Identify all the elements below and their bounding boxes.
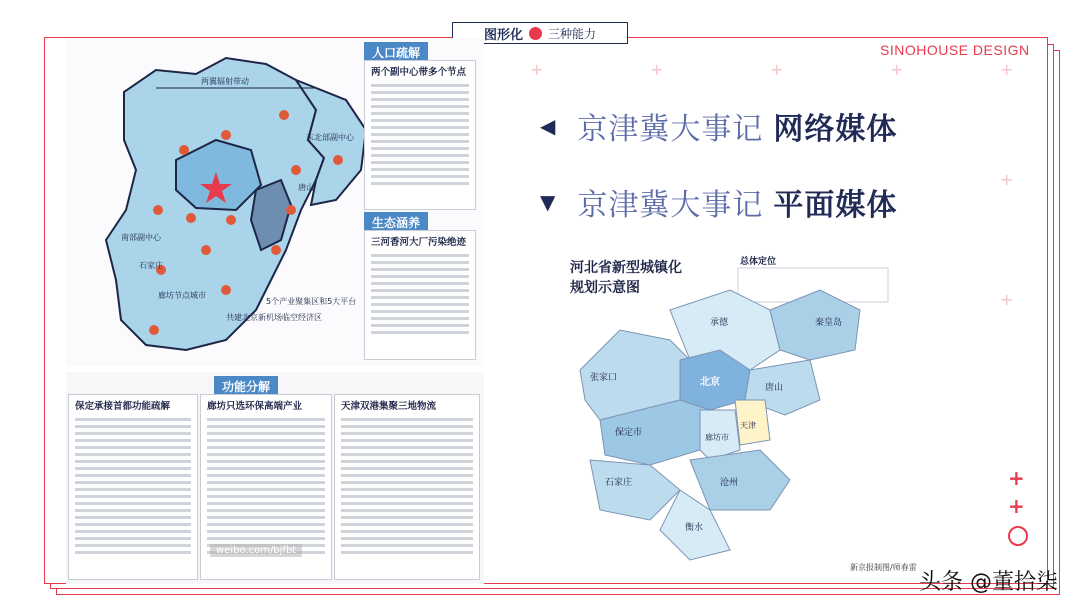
city-cangzhou: 沧州 [720, 478, 739, 488]
article-text-lines [341, 418, 473, 554]
brand-name: SINOHOUSE DESIGN [880, 42, 1030, 58]
city-baoding: 保定市 [615, 428, 643, 438]
article-title-baoding: 保定承接首都功能疏解 [75, 401, 171, 412]
article-column-baoding [68, 394, 198, 580]
city-tangshan: 唐山 [765, 383, 784, 393]
map-label-top-band: 两翼辐射带动 [201, 77, 249, 86]
side-box-title-ecology: 三河香河大厂污染绝迹 [371, 237, 467, 248]
footer-logo: 头条 @董拾柒 [919, 570, 1058, 595]
article-text-lines [207, 418, 325, 554]
city-tianjin: 天津 [740, 421, 756, 430]
title-print-prefix: 京津冀大事记 [577, 188, 764, 223]
side-box-title-population: 两个副中心带多个节点 [371, 67, 467, 78]
article-title-tianjin: 天津双港集聚三地物流 [341, 401, 437, 412]
side-box-head-population: 人口疏解 [364, 42, 428, 63]
map-label-node-city: 廊坊节点城市 [158, 291, 206, 300]
weibo-watermark: weibo.com/bjfbt [210, 544, 302, 557]
article-title-langfang: 廊坊只选环保高端产业 [207, 401, 303, 412]
plus-icon: + [1008, 466, 1025, 490]
side-box-ecology [364, 230, 476, 360]
title-print-media [540, 180, 897, 224]
city-hengshui: 衡水 [685, 523, 704, 533]
plus-decoration-icon: + [890, 60, 904, 79]
plus-decoration-icon: + [650, 60, 664, 79]
city-langfang: 廊坊市 [705, 433, 729, 442]
city-zhangjiakou: 张家口 [590, 373, 618, 383]
plus-decoration-icon: + [1000, 170, 1014, 189]
map-label-east-north: 东北部副中心 [306, 133, 354, 142]
article-text-lines [371, 254, 469, 334]
hebei-urbanization-map [560, 250, 950, 580]
title-network-media-label: 网络媒体 [773, 112, 898, 147]
map-label-corridor: 共建北京新机场临空经济区 [226, 313, 322, 322]
map-label-platform: 5个产业聚集区和5大平台 [266, 297, 357, 306]
map-label-tangshan: 唐山 [298, 183, 314, 192]
city-shijiazhuang: 石家庄 [605, 478, 633, 488]
ring-icon [1008, 526, 1028, 546]
article-column-tianjin [334, 394, 480, 580]
article-text-lines [371, 84, 469, 185]
spiral-icon [529, 27, 542, 40]
plus-icon: + [1008, 494, 1025, 518]
city-qinhuangdao: 秦皇岛 [815, 318, 843, 328]
city-chengde: 承德 [710, 318, 729, 328]
title-network-prefix: 京津冀大事记 [577, 112, 764, 147]
section-title: 图形化 [483, 27, 523, 43]
map-label-south-center: 南部副中心 [121, 233, 161, 242]
title-network-media [540, 104, 897, 148]
plus-decoration-icon: + [770, 60, 784, 79]
plus-decoration-icon: + [1000, 60, 1014, 79]
shijiazhuang-region [590, 460, 680, 520]
title-print-media-label: 平面媒体 [773, 188, 898, 223]
map-title-line2: 规划示意图 [570, 280, 640, 296]
down-triangle-icon: ▼ [540, 190, 556, 214]
left-triangle-icon: ◀ [540, 114, 556, 138]
bottom-head-function: 功能分解 [214, 376, 278, 397]
side-box-population [364, 60, 476, 210]
map-title-line1: 河北省新型城镇化 [570, 260, 682, 276]
map-credit: 新京报制图/师春雷 [850, 563, 917, 572]
article-text-lines [75, 418, 191, 554]
map-label-shijiazhuang: 石家庄 [139, 261, 163, 270]
side-box-head-ecology: 生态涵养 [364, 212, 428, 233]
section-subtitle: 三种能力 [548, 26, 597, 41]
plus-decoration-icon: + [530, 60, 544, 79]
cangzhou-region [690, 450, 790, 510]
city-beijing: 北京 [700, 377, 720, 388]
plus-decoration-icon: + [1000, 290, 1014, 309]
legend-title: 总体定位 [740, 257, 777, 267]
